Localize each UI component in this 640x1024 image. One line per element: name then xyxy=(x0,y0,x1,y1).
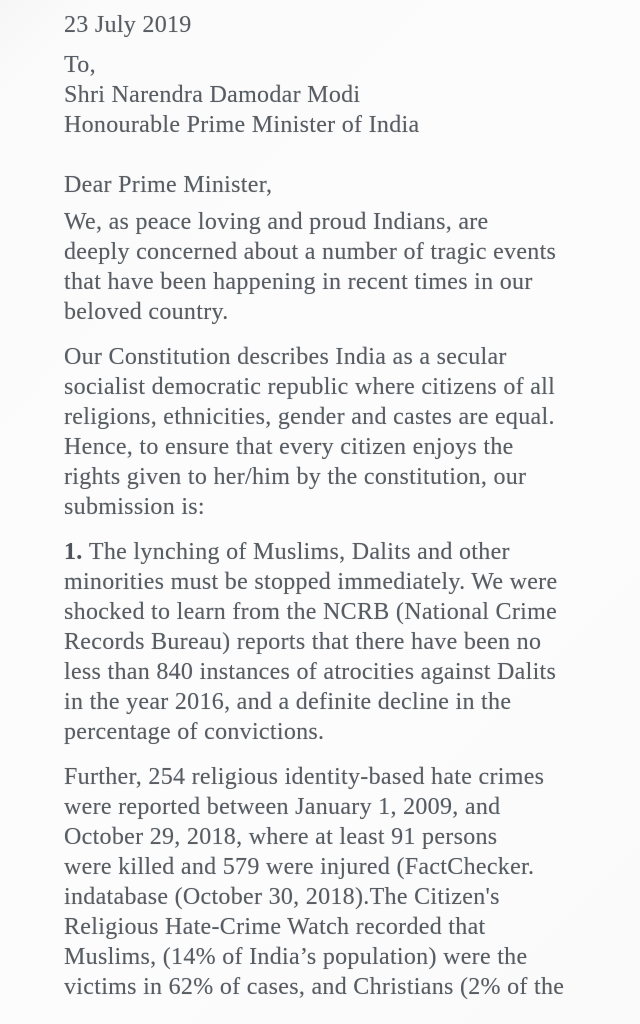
paragraph-3-line-6: in the year 2016, and a definite decline in the xyxy=(64,689,512,715)
paragraph-1 xyxy=(64,207,600,327)
paragraph-4-line-2: were reported between January 1, 2009, and xyxy=(64,794,501,820)
paragraph-4-line-8: victims in 62% of cases, and Christians (2% of the xyxy=(64,974,565,1000)
paragraph-1-line-3: that have been happening in recent times in our xyxy=(64,269,533,295)
paragraph-1-line-4: beloved country. xyxy=(64,299,229,325)
paragraph-4-line-3: October 29, 2018, where at least 91 persons xyxy=(64,824,498,850)
paragraph-4-line-4: were killed and 579 were injured (FactChecker. xyxy=(64,854,535,880)
letter-body xyxy=(64,207,600,1002)
paragraph-4-line-5: indatabase (October 30, 2018).The Citizen's xyxy=(64,884,500,910)
letter-date: 23 July 2019 xyxy=(64,12,192,38)
paragraph-4 xyxy=(64,762,600,1002)
paragraph-3-line-2: minorities must be stopped immediately. We were xyxy=(64,569,558,595)
paragraph-2-line-4: Hence, to ensure that every citizen enjoys the xyxy=(64,434,514,460)
paragraph-3-line-3: shocked to learn from the NCRB (National Crime xyxy=(64,599,558,625)
paragraph-2-line-2: socialist democratic republic where citizens of all xyxy=(64,374,556,400)
salutation: Dear Prime Minister, xyxy=(64,172,273,198)
paragraph-3 xyxy=(64,537,600,747)
paragraph-4-line-1: Further, 254 religious identity-based hate crimes xyxy=(64,764,545,790)
list-number: 1. xyxy=(64,539,89,565)
paragraph-1-line-2: deeply concerned about a number of tragic events xyxy=(64,239,557,265)
paragraph-3-line-4: Records Bureau) reports that there have been no xyxy=(64,629,542,655)
paragraph-4-line-6: Religious Hate-Crime Watch recorded that xyxy=(64,914,486,940)
paragraph-1-line-1: We, as peace loving and proud Indians, are xyxy=(64,209,489,235)
recipient-block xyxy=(64,50,600,140)
paragraph-2-line-5: rights given to her/him by the constitution, our xyxy=(64,464,527,490)
paragraph-2-line-3: religions, ethnicities, gender and castes are equal. xyxy=(64,404,555,430)
paragraph-3-line-5: less than 840 instances of atrocities against Dalits xyxy=(64,659,557,685)
recipient-to-label: To, xyxy=(64,52,96,78)
recipient-name: Shri Narendra Damodar Modi xyxy=(64,82,361,108)
paragraph-3-line-1: 1. The lynching of Muslims, Dalits and other xyxy=(64,539,510,565)
paragraph-3-line-7: percentage of convictions. xyxy=(64,719,325,745)
recipient-title: Honourable Prime Minister of India xyxy=(64,112,420,138)
paragraph-2 xyxy=(64,342,600,522)
paragraph-2-line-6: submission is: xyxy=(64,494,205,520)
paragraph-4-line-7: Muslims, (14% of India’s population) were the xyxy=(64,944,528,970)
paragraph-2-line-1: Our Constitution describes India as a secular xyxy=(64,344,507,370)
